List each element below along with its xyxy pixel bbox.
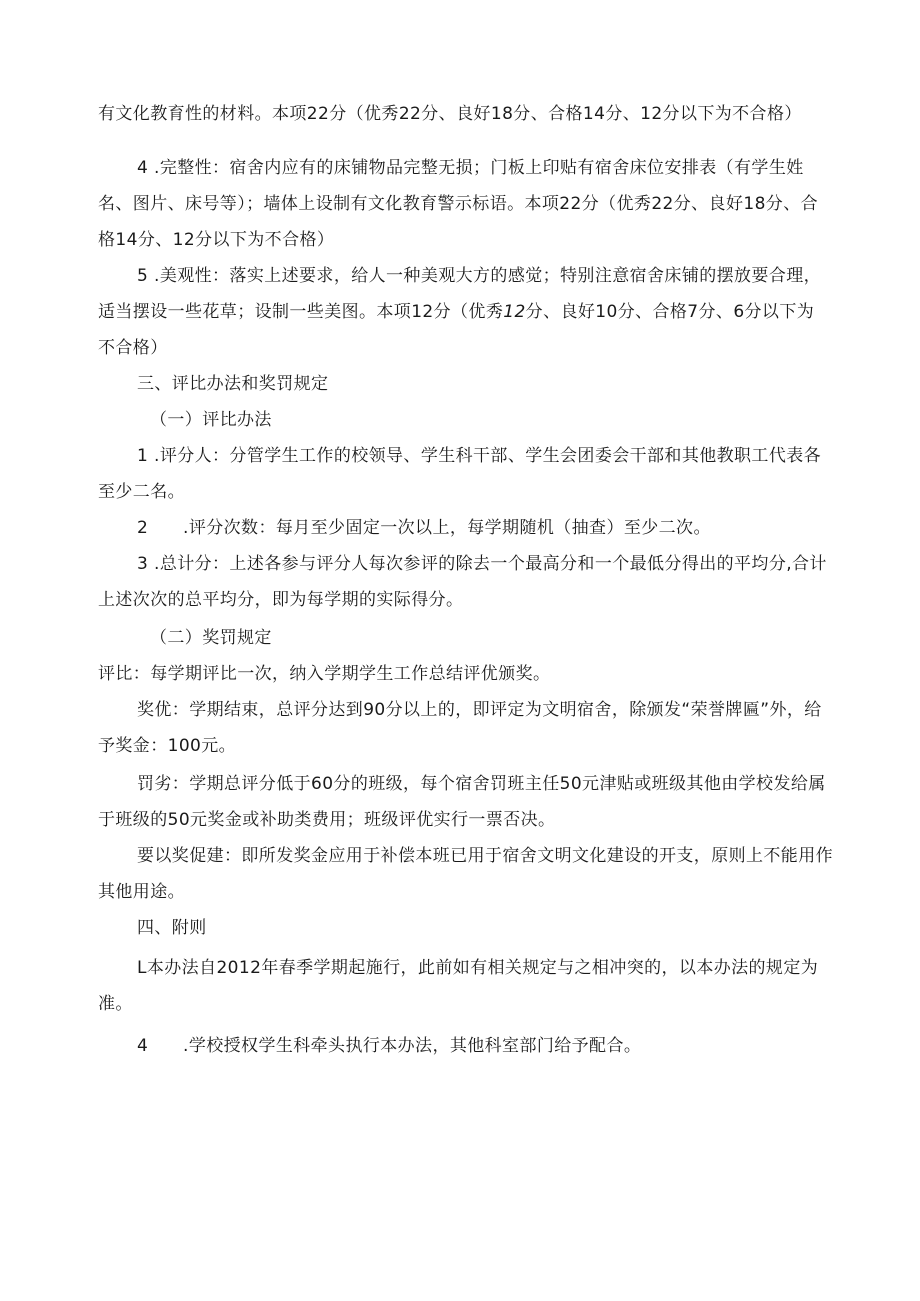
subsection-heading: （二）奖罚规定 <box>150 628 272 648</box>
text-line: 奖优：学期结束，总评分达到90分以上的，即评定为文明宿舍，除颁发“荣誉牌匾”外，给 <box>137 700 822 720</box>
text-line: 评比：每学期评比一次，纳入学期学生工作总结评优颁奖。 <box>98 664 551 684</box>
text-line: 4 .完整性：宿舍内应有的床铺物品完整无损；门板上印贴有宿舍床位安排表（有学生姓 <box>137 158 804 178</box>
text-line: 4 .学校授权学生科牵头执行本办法，其他科室部门给予配合。 <box>137 1036 642 1056</box>
section-heading: 三、评比办法和奖罚规定 <box>137 374 329 394</box>
text-line: 予奖金：100元。 <box>98 736 237 756</box>
text-line: 准。 <box>98 994 133 1014</box>
text-line: 1 .评分人：分管学生工作的校领导、学生科干部、学生会团委会干部和其他教职工代表各 <box>137 446 822 466</box>
text-line: 2 .评分次数：每月至少固定一次以上，每学期随机（抽查）至少二次。 <box>137 518 711 538</box>
text-line: 3 .总计分：上述各参与评分人每次参评的除去一个最高分和一个最低分得出的平均分,合计 <box>137 554 827 574</box>
section-heading: 四、附则 <box>137 918 207 938</box>
text-segment-italic: 12 <box>503 302 526 322</box>
text-line-mixed <box>98 300 814 324</box>
text-line: 格14分、12分以下为不合格） <box>98 230 335 250</box>
text-line: 5 .美观性：落实上述要求，给人一种美观大方的感觉；特别注意宿舍床铺的摆放要合理， <box>137 266 822 286</box>
text-line: 有文化教育性的材料。本项22分（优秀22分、良好18分、合格14分、12分以下为不合格） <box>98 104 802 124</box>
text-segment: 分、良好10分、合格7分、6分以下为 <box>525 302 815 322</box>
text-segment: 适当摆设一些花草；设制一些美图。本项12分（优秀 <box>98 302 504 322</box>
text-line: 不合格） <box>98 338 168 358</box>
text-line: L本办法自2012年春季学期起施行，此前如有相关规定与之相冲突的，以本办法的规定为 <box>137 958 819 978</box>
text-line: 至少二名。 <box>98 482 185 502</box>
text-line: 罚劣：学期总评分低于60分的班级，每个宿舍罚班主任50元津贴或班级其他由学校发给属 <box>137 774 826 794</box>
subsection-heading: （一）评比办法 <box>150 410 272 430</box>
text-line: 上述次次的总平均分，即为每学期的实际得分。 <box>98 590 464 610</box>
text-line: 名、图片、床号等）；墙体上设制有文化教育警示标语。本项22分（优秀22分、良好18分、合 <box>98 194 818 214</box>
text-line: 于班级的50元奖金或补助类费用；班级评优实行一票否决。 <box>98 810 556 830</box>
text-line: 要以奖促建：即所发奖金应用于补偿本班已用于宿舍文明文化建设的开支，原则上不能用作 <box>137 846 833 866</box>
text-line: 其他用途。 <box>98 882 185 902</box>
